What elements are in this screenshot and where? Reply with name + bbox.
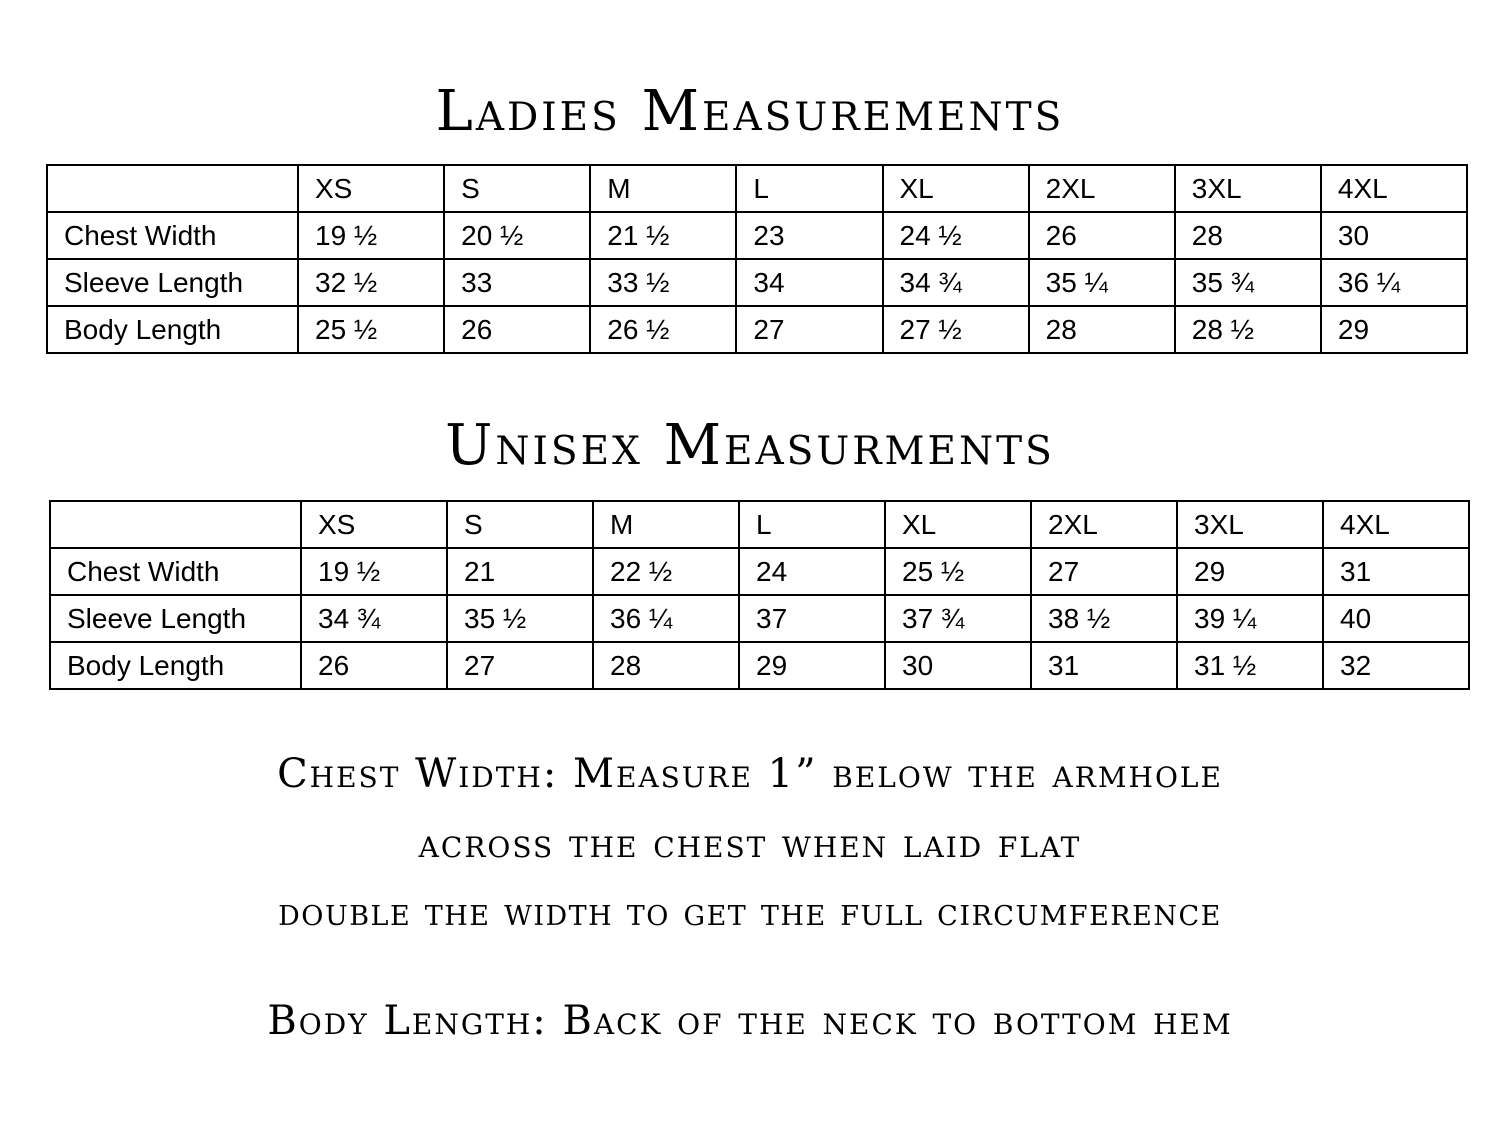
table-cell: 37 [739,595,885,642]
table-cell: 27 ½ [883,306,1029,353]
header-cell-s: S [444,165,590,212]
table-cell: 20 ½ [444,212,590,259]
table-cell: 32 ½ [298,259,444,306]
header-cell [47,165,298,212]
unisex-size-table [49,500,1470,690]
table-cell: 19 ½ [301,548,447,595]
table-cell: 39 ¼ [1177,595,1323,642]
table-cell: 33 ½ [590,259,736,306]
header-cell-4xl: 4XL [1321,165,1467,212]
table-cell: 34 [736,259,882,306]
table-cell: 24 [739,548,885,595]
header-cell-2xl: 2XL [1029,165,1175,212]
table-cell: 21 ½ [590,212,736,259]
table-row [50,595,1469,642]
header-cell-3xl: 3XL [1175,165,1321,212]
header-cell-xl: XL [885,501,1031,548]
table-cell: 28 [1175,212,1321,259]
header-cell-xs: XS [298,165,444,212]
row-label: Sleeve Length [50,595,301,642]
table-cell: 36 ¼ [1321,259,1467,306]
row-label: Body Length [47,306,298,353]
header-cell-l: L [739,501,885,548]
header-cell-4xl: 4XL [1323,501,1469,548]
table-cell: 35 ¾ [1175,259,1321,306]
table-cell: 40 [1323,595,1469,642]
table-cell: 27 [1031,548,1177,595]
table-header-row [47,165,1467,212]
table-cell: 25 ½ [885,548,1031,595]
table-cell: 32 [1323,642,1469,689]
table-row [50,642,1469,689]
table-cell: 23 [736,212,882,259]
chest-width-note-line-2: across the chest when laid flat [418,821,1082,867]
table-row [50,548,1469,595]
table-cell: 35 ½ [447,595,593,642]
table-cell: 31 [1323,548,1469,595]
table-cell: 26 [301,642,447,689]
row-label: Body Length [50,642,301,689]
header-cell-3xl: 3XL [1177,501,1323,548]
table-cell: 26 ½ [590,306,736,353]
table-cell: 29 [739,642,885,689]
table-cell: 30 [885,642,1031,689]
table-cell: 36 ¼ [593,595,739,642]
table-row [47,212,1467,259]
table-cell: 37 ¾ [885,595,1031,642]
table-row [47,259,1467,306]
table-header-row [50,501,1469,548]
chest-width-note-line-1: Chest Width: Measure 1” below the armhole [277,751,1223,797]
chest-width-note-line-3: double the width to get the full circumference [278,890,1222,934]
table-cell: 26 [444,306,590,353]
row-label: Chest Width [47,212,298,259]
table-cell: 35 ¼ [1029,259,1175,306]
ladies-title: Ladies Measurements [435,79,1065,144]
body-length-note: Body Length: Back of the neck to bottom hem [267,998,1233,1044]
table-cell: 29 [1321,306,1467,353]
ladies-size-table [46,164,1468,354]
header-cell [50,501,301,548]
table-cell: 24 ½ [883,212,1029,259]
header-cell-xs: XS [301,501,447,548]
table-cell: 28 ½ [1175,306,1321,353]
table-cell: 34 ¾ [883,259,1029,306]
table-cell: 31 ½ [1177,642,1323,689]
table-cell: 26 [1029,212,1175,259]
table-cell: 22 ½ [593,548,739,595]
table-cell: 30 [1321,212,1467,259]
table-cell: 27 [736,306,882,353]
table-cell: 27 [447,642,593,689]
header-cell-xl: XL [883,165,1029,212]
header-cell-s: S [447,501,593,548]
table-cell: 29 [1177,548,1323,595]
unisex-title: Unisex Measurments [445,413,1055,478]
table-cell: 28 [1029,306,1175,353]
header-cell-2xl: 2XL [1031,501,1177,548]
table-cell: 31 [1031,642,1177,689]
row-label: Sleeve Length [47,259,298,306]
header-cell-l: L [736,165,882,212]
table-cell: 33 [444,259,590,306]
table-cell: 21 [447,548,593,595]
table-cell: 19 ½ [298,212,444,259]
table-cell: 25 ½ [298,306,444,353]
row-label: Chest Width [50,548,301,595]
table-row [47,306,1467,353]
header-cell-m: M [593,501,739,548]
table-cell: 28 [593,642,739,689]
header-cell-m: M [590,165,736,212]
table-cell: 38 ½ [1031,595,1177,642]
table-cell: 34 ¾ [301,595,447,642]
